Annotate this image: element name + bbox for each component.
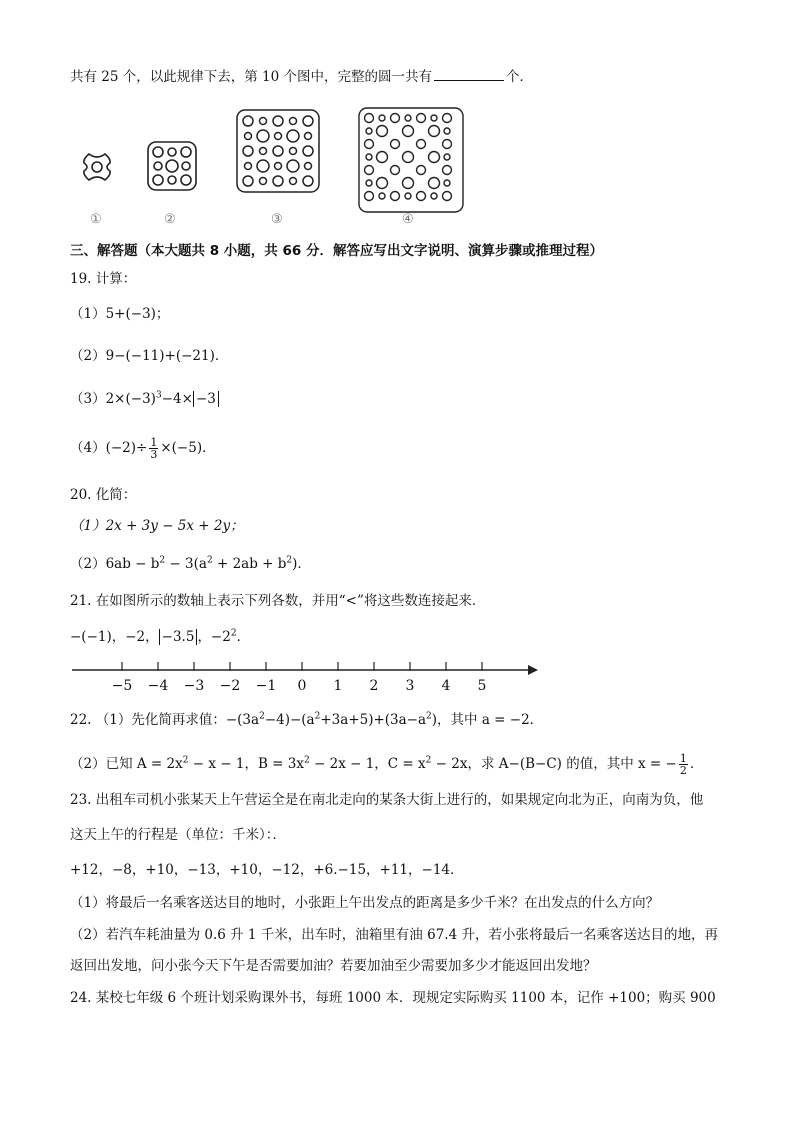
q19-part-4 [70, 437, 216, 460]
q21-nums-exp: 2 [230, 628, 237, 639]
q22-p2-exp2: 2 [303, 755, 310, 766]
q22-p1-exp3: 2 [426, 711, 432, 722]
number-line-tick-label: 4 [441, 678, 451, 694]
q19-p3-b: −4× [161, 391, 193, 407]
number-line-tick-label: 0 [297, 678, 307, 694]
q20-stem: 20. 化简： [70, 487, 137, 503]
figure-label-2: ② [164, 212, 176, 227]
number-line-tick-label: −5 [111, 678, 133, 694]
q22-part-1 [70, 710, 543, 730]
q20-p2-b: − 3(a [165, 556, 207, 572]
q19-p4-b: ×(−5)． [160, 440, 216, 456]
q22-p2-e: ． [689, 756, 704, 772]
q18-tail-line [70, 66, 533, 87]
number-line-tick-label: −4 [147, 678, 169, 694]
section-3-heading: 三、解答题（本大题共 8 小题，共 66 分．解答应写出文字说明、演算步骤或推理过程） [70, 243, 603, 259]
q21-nums-abs: −3.5 [159, 629, 198, 645]
q24-stem: 24. 某校七年级 6 个班计划采购课外书，每班 1000 本．现规定实际购买 1100 本，记作 +100；购买 900 [70, 990, 716, 1006]
q18-text-before: 共有 25 个，以此规律下去，第 10 个图中，完整的圆一共有 [70, 69, 433, 85]
q23-part-1: （1）将最后一名乘客送达目的地时，小张距上午出发点的距离是多少千米？在出发点的什么方向？ [70, 895, 660, 911]
figure-label-3: ③ [271, 212, 283, 227]
q19-stem: 19. 计算： [70, 271, 137, 287]
q19-part-3 [70, 389, 219, 409]
q22-p1-exp2: 2 [314, 711, 321, 722]
q22-p2-fraction [679, 753, 688, 776]
number-line-tick-label: 2 [369, 678, 379, 694]
q20-part-2 [70, 554, 311, 574]
q21-nums-b: ，−2 [197, 629, 231, 645]
q22-p2-exp3: 2 [425, 755, 432, 766]
q20-p2-d: )． [292, 556, 311, 572]
q23-stem-line-1: 23. 出租车司机小张某天上午营运全是在南北走向的某条大街上进行的，如果规定向北为正，向南为负，他 [70, 792, 704, 808]
number-line-tick-label: 1 [333, 678, 343, 694]
q19-p4-numerator: 1 [150, 436, 158, 449]
q19-p4-denominator: 3 [150, 448, 158, 461]
q21-stem: 21. 在如图所示的数轴上表示下列各数，并用“<”将这些数连接起来． [70, 593, 486, 609]
q23-part-2-line-1: （2）若汽车耗油量为 0.6 升 1 千米，出车时，油箱里有油 67.4 升，若小张将最后一名乘客送达目的地，再 [70, 927, 718, 943]
q22-p2-denominator: 2 [679, 764, 687, 777]
figure-label-4: ④ [402, 212, 414, 227]
number-line-tick-label: −1 [255, 678, 277, 694]
q22-p1-b: −4)−(a [264, 712, 315, 728]
q22-p1-c: +3a+5)+(3a−a [320, 712, 427, 728]
q19-p4-fraction [149, 437, 158, 460]
q19-p3-a: （3）2×(−3) [70, 391, 156, 407]
q23-part-2-line-2: 返回出发地，问小张今天下午是否需要加油？若要加油至少需要加多少才能返回出发地？ [70, 958, 597, 974]
q19-p3-exp: 3 [155, 390, 162, 401]
q18-text-after: 个． [506, 69, 534, 85]
q19-p4-a: （4）(−2)÷ [70, 440, 148, 456]
q20-part-1: （1）2x + 3y − 5x + 2y； [70, 518, 244, 534]
q22-p2-numerator: 1 [679, 752, 687, 765]
q22-p2-a: （2）已知 A = 2x [70, 756, 183, 772]
q21-nums-c: ． [236, 629, 251, 645]
number-line-tick-label: −2 [219, 678, 241, 694]
pattern-figure-3 [233, 106, 323, 196]
figure-label-1: ① [90, 212, 102, 227]
q20-p2-exp1: 2 [159, 555, 166, 566]
q22-p1-d: )，其中 a = −2． [431, 712, 544, 728]
q22-p2-b: − x − 1，B = 3x [188, 756, 304, 772]
q22-p2-d: − 2x，求 A−(B−C) 的值，其中 x = − [431, 756, 677, 772]
q22-p2-c: − 2x − 1，C = x [309, 756, 426, 772]
q20-p2-exp2: 2 [206, 555, 213, 566]
number-line-arrow [528, 665, 538, 675]
number-line-tick-label: 5 [477, 678, 487, 694]
pattern-figure-2 [142, 136, 202, 196]
q20-p2-c: + 2ab + b [212, 556, 287, 572]
q22-part-2 [70, 753, 703, 776]
q22-p1-exp1: 2 [259, 711, 265, 722]
q21-numbers [70, 627, 250, 647]
q22-p1-a: 22. （1）先化简再求值：−(3a [70, 712, 260, 728]
q19-p3-abs: −3 [193, 391, 219, 407]
q23-stem-line-2: 这天上午的行程是（单位：千米）：． [70, 827, 286, 843]
number-line [70, 656, 540, 696]
pattern-figure-4 [355, 104, 467, 216]
q19-part-2: （2）9−(−11)+(−21)． [70, 348, 229, 364]
number-line-tick-label: −3 [183, 678, 205, 694]
q23-data: +12，−8，+10，−13，+10，−12，+6.−15，+11，−14． [70, 862, 464, 878]
number-line-tick-label: 3 [405, 678, 415, 694]
pattern-figure-1 [80, 150, 114, 184]
q20-p2-exp3: 2 [286, 555, 293, 566]
q19-part-1: （1）5+(−3)； [70, 306, 170, 322]
q21-nums-a: −(−1)，−2， [70, 629, 159, 645]
q22-p2-exp1: 2 [182, 755, 189, 766]
answer-blank [434, 66, 504, 81]
q20-p2-a: （2）6ab − b [70, 556, 160, 572]
